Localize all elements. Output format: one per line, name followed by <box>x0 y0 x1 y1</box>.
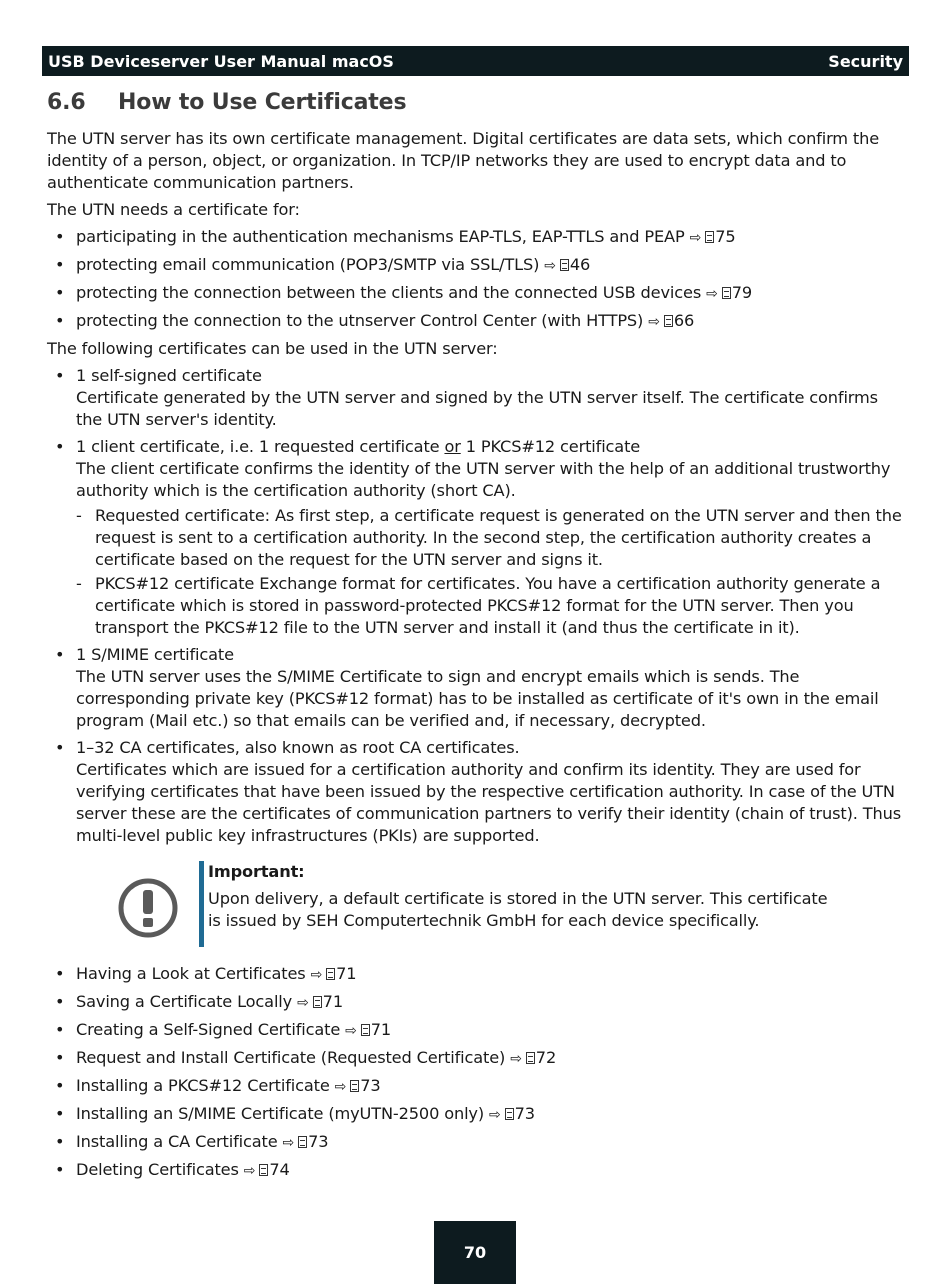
page-reference-link[interactable]: ⇨ 66 <box>648 311 695 330</box>
page-icon <box>326 968 335 980</box>
list-item: • Installing an S/MIME Certificate (myUTN-2500 only) ⇨ 73 <box>47 1103 907 1126</box>
related-topics-list <box>47 963 907 1182</box>
needs-list <box>47 226 907 333</box>
intro-paragraph: The UTN server has its own certificate management. Digital certificates are data sets, which confirm the identity of a person, object, or organization. In TCP/IP networks they are used to encrypt data and to authenticate communication partners. <box>47 129 880 192</box>
page-reference-link[interactable]: ⇨ 73 <box>489 1104 535 1123</box>
list-item: • participating in the authentication mechanisms EAP-TLS, EAP-TTLS and PEAP ⇨ 75 <box>47 226 907 249</box>
right-arrow-icon: ⇨ <box>334 1079 347 1095</box>
item-description: The client certificate confirms the identity of the UTN server with the help of an additional trustworthy authority which is the certification authority (short CA). <box>76 459 891 500</box>
list-item: • Installing a PKCS#12 Certificate ⇨ 73 <box>47 1075 907 1098</box>
list-item-client <box>47 436 907 639</box>
sublist-item: - Requested certificate: As first step, a certificate request is generated on the UTN server and then the request is sent to a certification authority. In the second step, the certification authority creates a certificate based on the request for the UTN server and signs it. <box>76 505 907 571</box>
item-description: Certificates which are issued for a certification authority and confirm its identity. They are used for verifying certificates that have been issued by the respective certification authority. In case of the UTN server these are the certificates of communication partners to verify their identity (chain of trust). Thus multi-level public key infrastructures (PKIs) are supported. <box>76 760 901 845</box>
right-arrow-icon: ⇨ <box>544 258 556 274</box>
page-reference-link[interactable]: ⇨ 46 <box>544 255 591 274</box>
item-title: • 1 S/MIME certificate <box>76 645 234 664</box>
page-reference-link[interactable]: ⇨ 71 <box>310 964 357 983</box>
right-arrow-icon: ⇨ <box>510 1051 522 1067</box>
list-item: • protecting the connection to the utnserver Control Center (with HTTPS) ⇨ 66 <box>47 310 907 333</box>
types-intro: The following certificates can be used in the UTN server: <box>47 339 498 358</box>
chapter-title: Security <box>828 51 903 71</box>
right-arrow-icon: ⇨ <box>345 1023 357 1039</box>
item-description: The UTN server uses the S/MIME Certificate to sign and encrypt emails which is sends. The corresponding private key (PKCS#12 format) has to be installed as certificate of it's own in the email program (Mail etc.) so that emails can be verified and, if necessary, decrypted. <box>76 667 879 730</box>
important-note <box>47 861 907 947</box>
section-number: 6.6 <box>47 90 86 115</box>
list-item-ca <box>47 737 907 847</box>
page-reference-link[interactable]: ⇨ 74 <box>243 1160 290 1179</box>
list-item: • Having a Look at Certificates ⇨ 71 <box>47 963 907 986</box>
right-arrow-icon: ⇨ <box>706 286 718 302</box>
right-arrow-icon: ⇨ <box>282 1135 295 1151</box>
list-item: • Deleting Certificates ⇨ 74 <box>47 1159 907 1182</box>
page-reference-link[interactable]: ⇨ 79 <box>706 283 753 302</box>
page-number: 70 <box>434 1221 516 1284</box>
right-arrow-icon: ⇨ <box>489 1107 501 1123</box>
section-heading <box>47 88 907 118</box>
right-arrow-icon: ⇨ <box>648 314 660 330</box>
page-icon <box>560 259 569 271</box>
page-reference-link[interactable]: ⇨ 73 <box>282 1132 329 1151</box>
right-arrow-icon: ⇨ <box>297 995 309 1011</box>
page-icon <box>313 996 322 1008</box>
note-body <box>208 861 828 932</box>
item-title: • 1 self-signed certificate <box>76 366 262 385</box>
item-title: • 1 client certificate, i.e. 1 requested certificate or 1 PKCS#12 certificate <box>76 437 641 456</box>
list-item: • Creating a Self-Signed Certificate ⇨ 71 <box>47 1019 907 1042</box>
page-content <box>47 88 907 1187</box>
note-text: Upon delivery, a default certificate is stored in the UTN server. This certificate is issued by SEH Computertechnik GmbH for each device specifically. <box>208 889 828 930</box>
sublist-item: - PKCS#12 certificate Exchange format for certificates. You have a certification authority generate a certificate which is stored in password-protected PKCS#12 format for the UTN server. Then you transport the PKCS#12 file to the UTN server and install it (and thus the certificate in it). <box>76 573 907 639</box>
certificate-types-list <box>47 365 907 847</box>
page-icon <box>361 1024 370 1036</box>
note-title: Important: <box>208 862 305 881</box>
page-reference-link[interactable]: ⇨ 75 <box>689 227 736 246</box>
list-item: • Request and Install Certificate (Requested Certificate) ⇨ 72 <box>47 1047 907 1070</box>
page-icon <box>664 315 673 327</box>
list-item-smime <box>47 644 907 732</box>
list-item: • Saving a Certificate Locally ⇨ 71 <box>47 991 907 1014</box>
section-title: How to Use Certificates <box>118 90 407 115</box>
item-description: Certificate generated by the UTN server and signed by the UTN server itself. The certificate confirms the UTN server's identity. <box>76 388 878 429</box>
page-reference-link[interactable]: ⇨ 71 <box>345 1020 392 1039</box>
page-reference-link[interactable]: ⇨ 71 <box>297 992 343 1011</box>
manual-title: USB Deviceserver User Manual macOS <box>48 51 394 71</box>
page-icon <box>722 287 731 299</box>
right-arrow-icon: ⇨ <box>243 1163 256 1179</box>
page-icon <box>526 1052 535 1064</box>
page-icon <box>298 1136 307 1148</box>
list-item: • Installing a CA Certificate ⇨ 73 <box>47 1131 907 1154</box>
item-title: • 1–32 CA certificates, also known as root CA certificates. <box>76 738 520 757</box>
page-icon <box>505 1108 514 1120</box>
page-icon <box>350 1080 359 1092</box>
list-item: • protecting email communication (POP3/SMTP via SSL/TLS) ⇨ 46 <box>47 254 907 277</box>
exclamation-circle-icon <box>117 877 179 939</box>
page-reference-link[interactable]: ⇨ 73 <box>334 1076 381 1095</box>
page-icon <box>705 231 714 243</box>
page-reference-link[interactable]: ⇨ 72 <box>510 1048 557 1067</box>
client-sublist <box>76 505 907 639</box>
note-accent-bar <box>199 861 204 947</box>
page-icon <box>259 1164 268 1176</box>
list-item: • protecting the connection between the clients and the connected USB devices ⇨ 79 <box>47 282 907 305</box>
right-arrow-icon: ⇨ <box>310 967 323 983</box>
list-item-self-signed <box>47 365 907 431</box>
running-header <box>42 46 909 76</box>
right-arrow-icon: ⇨ <box>689 230 702 246</box>
needs-intro: The UTN needs a certificate for: <box>47 200 300 219</box>
